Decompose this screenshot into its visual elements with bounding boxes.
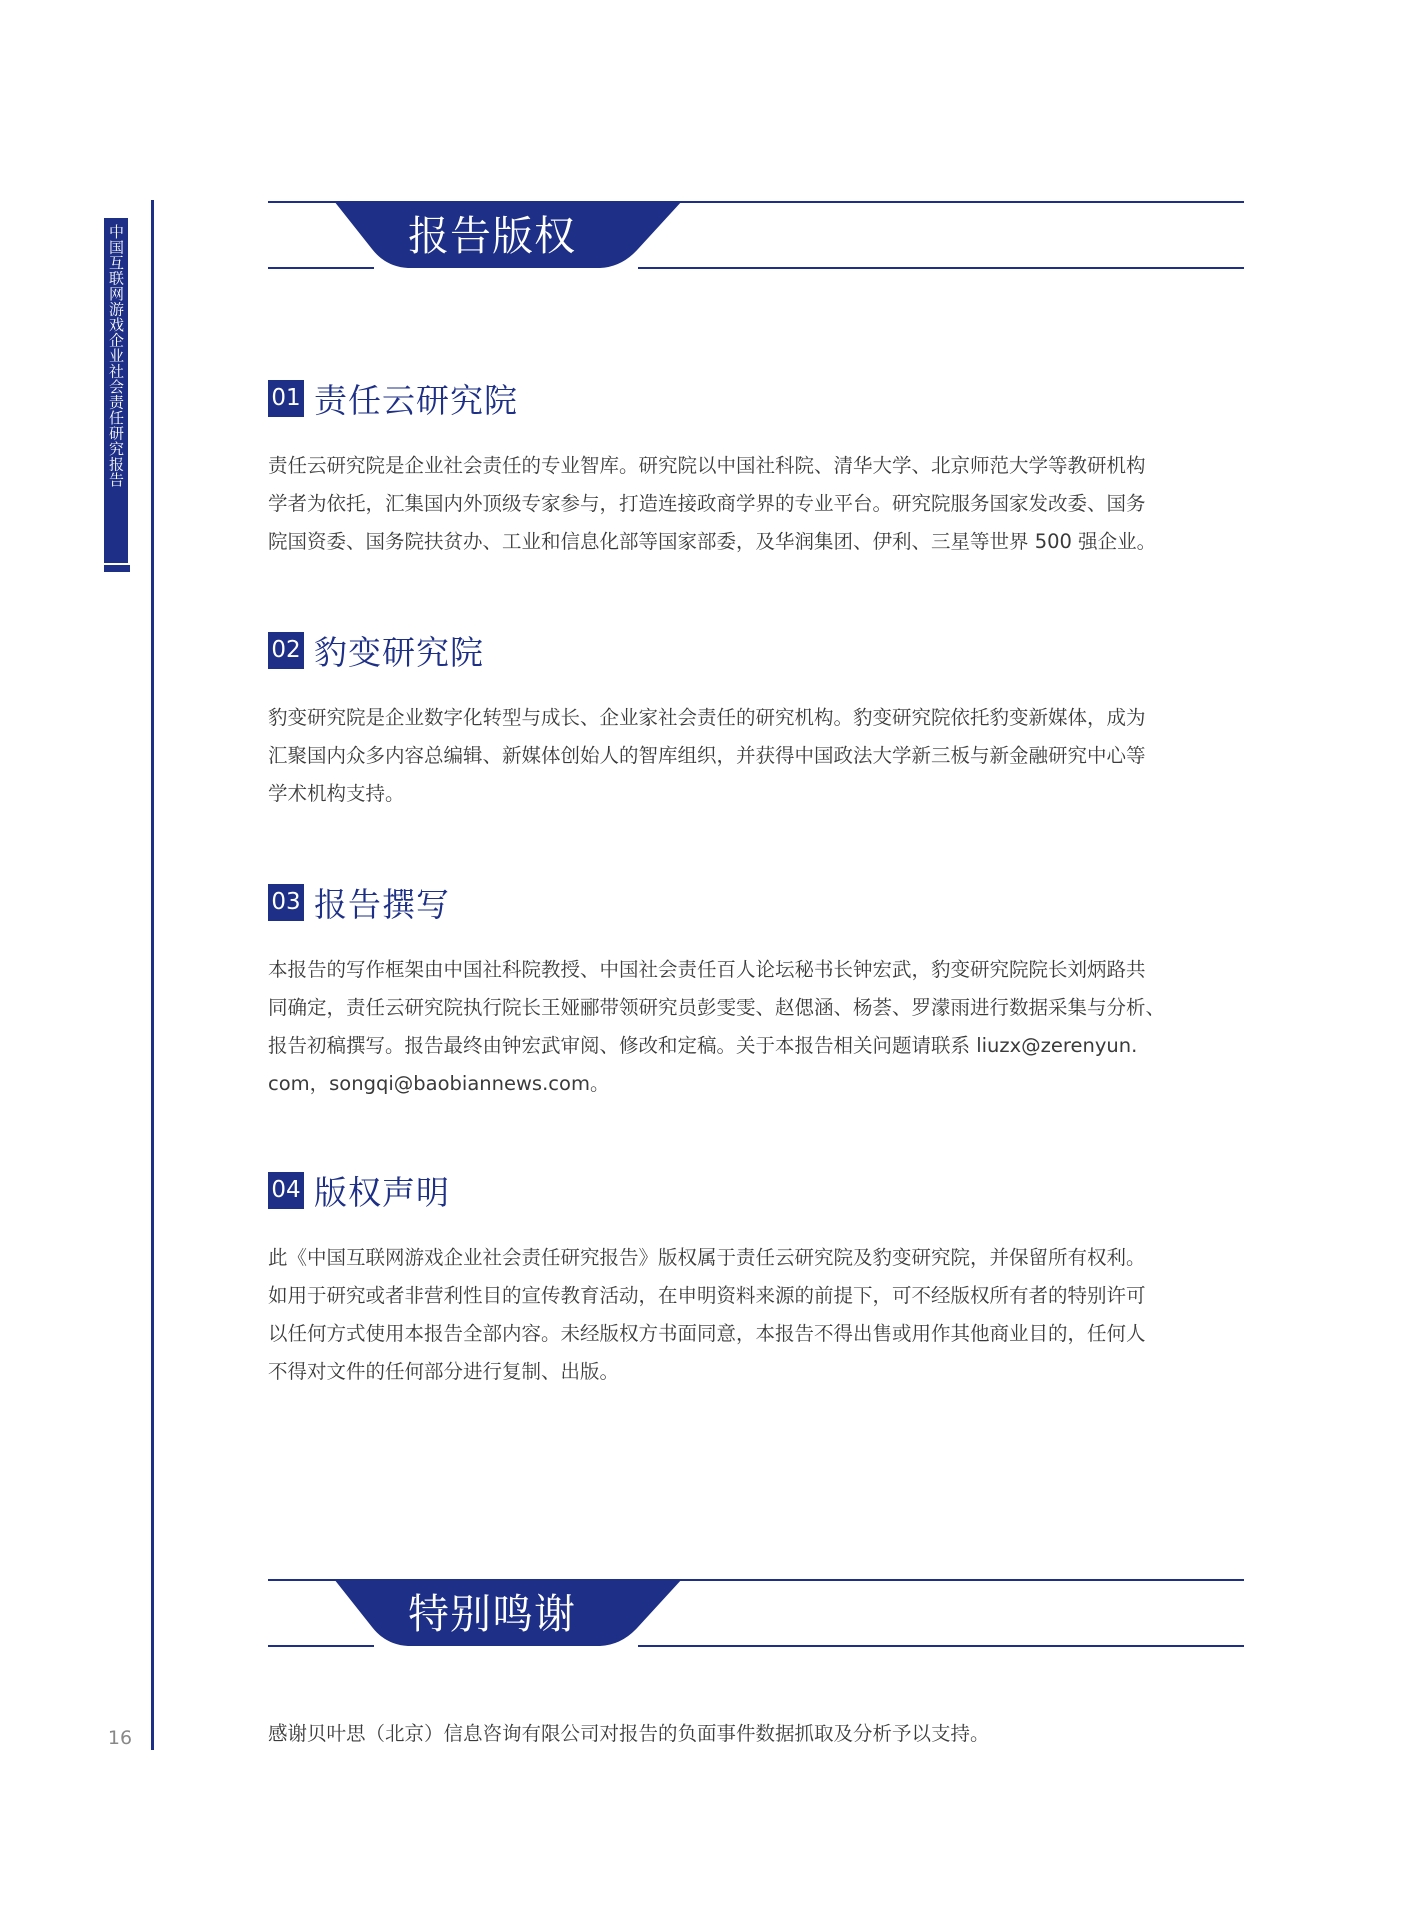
- subsection-title: 版权声明: [314, 1172, 450, 1212]
- subsection-heading: [268, 630, 484, 670]
- paragraph-line: 感谢贝叶思（北京）信息咨询有限公司对报告的负面事件数据抓取及分析予以支持。: [268, 1722, 990, 1745]
- subsection-title: 报告撰写: [314, 884, 450, 924]
- paragraph-line: 豹变研究院是企业数字化转型与成长、企业家社会责任的研究机构。豹变研究院依托豹变新媒体，成为: [268, 706, 1146, 729]
- paragraph-line: 院国资委、国务院扶贫办、工业和信息化部等国家部委，及华润集团、伊利、三星等世界 500 强企业。: [268, 530, 1157, 553]
- header-rule-bottom-right: [638, 267, 1244, 269]
- paragraph-line: 报告初稿撰写。报告最终由钟宏武审阅、修改和定稿。关于本报告相关问题请联系 liuzx@zerenyun.: [268, 1034, 1138, 1057]
- paragraph-line: com，songqi@baobiannews.com。: [268, 1072, 610, 1095]
- paragraph: [268, 951, 1248, 1103]
- section-title: 报告版权: [408, 212, 576, 260]
- paragraph-line: 如用于研究或者非营利性目的宣传教育活动，在申明资料来源的前提下，可不经版权所有者的特别许可: [268, 1284, 1146, 1307]
- paragraph-line: 学术机构支持。: [268, 782, 405, 805]
- paragraph-line: 责任云研究院是企业社会责任的专业智库。研究院以中国社科院、清华大学、北京师范大学等教研机构: [268, 454, 1146, 477]
- side-title-underline: [104, 565, 130, 572]
- paragraph-line: 不得对文件的任何部分进行复制、出版。: [268, 1360, 620, 1383]
- paragraph-line: 以任何方式使用本报告全部内容。未经版权方书面同意，本报告不得出售或用作其他商业目的，任何人: [268, 1322, 1146, 1345]
- subsection-title: 豹变研究院: [314, 632, 484, 672]
- side-running-title: [104, 218, 128, 563]
- paragraph-line: 学者为依托，汇集国内外顶级专家参与，打造连接政商学界的专业平台。研究院服务国家发改委、国务: [268, 492, 1146, 515]
- page-number: 16: [107, 1727, 133, 1749]
- side-running-title-text: 中国互联网游戏企业社会责任研究报告: [107, 224, 125, 488]
- section-title: 特别鸣谢: [408, 1590, 576, 1638]
- thanks-paragraph: [268, 1715, 1248, 1753]
- section-header-copyright: [268, 201, 1244, 271]
- paragraph-line: 汇聚国内众多内容总编辑、新媒体创始人的智库组织，并获得中国政法大学新三板与新金融研究中心等: [268, 744, 1146, 767]
- margin-vertical-rule: [151, 200, 154, 1750]
- paragraph: [268, 1239, 1248, 1391]
- paragraph-line: 此《中国互联网游戏企业社会责任研究报告》版权属于责任云研究院及豹变研究院，并保留所有权利。: [268, 1246, 1146, 1269]
- paragraph: [268, 447, 1248, 561]
- header-rule-bottom-right: [638, 1645, 1244, 1647]
- section-header-thanks: [268, 1579, 1244, 1649]
- paragraph-line: 同确定，责任云研究院执行院长王娅郦带领研究员彭雯雯、赵偲涵、杨荟、罗濛雨进行数据采集与分析、: [268, 996, 1166, 1019]
- subsection-heading: [268, 882, 450, 922]
- subsection-number: 01: [268, 380, 304, 417]
- subsection-heading: [268, 378, 518, 418]
- subsection-number: 03: [268, 884, 304, 921]
- subsection-number: 02: [268, 632, 304, 669]
- paragraph: [268, 699, 1248, 813]
- paragraph-line: 本报告的写作框架由中国社科院教授、中国社会责任百人论坛秘书长钟宏武，豹变研究院院长刘炳路共: [268, 958, 1146, 981]
- subsection-title: 责任云研究院: [314, 380, 518, 420]
- subsection-heading: [268, 1170, 450, 1210]
- subsection-number: 04: [268, 1172, 304, 1209]
